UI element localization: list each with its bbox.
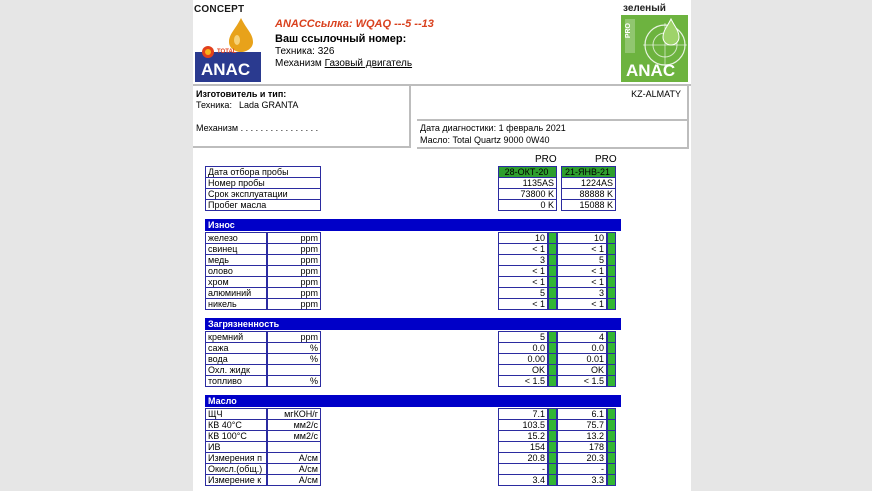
row-value-1: < 1 xyxy=(498,298,548,310)
manufacturer-panel xyxy=(193,86,411,148)
ref-number-label: Ваш ссылочный номер: xyxy=(275,33,407,45)
row-unit: ppm xyxy=(267,254,321,266)
row-unit: ppm xyxy=(267,232,321,244)
row-value-1: < 1 xyxy=(498,243,548,255)
right-logo-text: ANAC xyxy=(626,61,676,80)
row-value-2: OK xyxy=(557,364,607,376)
row-value-1: < 1 xyxy=(498,276,548,288)
row-value-2: 10 xyxy=(557,232,607,244)
row-label: алюминий xyxy=(205,287,267,299)
section-header: Износ xyxy=(205,219,621,231)
row-value-2: 0.01 xyxy=(557,353,607,365)
sample-value-2: 15088 K xyxy=(561,199,616,211)
row-label: КВ 40°C xyxy=(205,419,267,431)
row-unit: ppm xyxy=(267,265,321,277)
reference-line: ANACCсылка: WQAQ ---5 --13 xyxy=(275,18,434,30)
row-value-2: 3 xyxy=(557,287,607,299)
row-value-1: 154 xyxy=(498,441,548,453)
left-logo-text: ANAC xyxy=(201,60,251,79)
sample-value-2: 1224AS xyxy=(561,177,616,189)
row-label: сажа xyxy=(205,342,267,354)
row-value-1: 5 xyxy=(498,331,548,343)
row-value-2: 13.2 xyxy=(557,430,607,442)
row-unit: ppm xyxy=(267,287,321,299)
row-label: кремний xyxy=(205,331,267,343)
row-unit: ppm xyxy=(267,298,321,310)
row-label: ИВ xyxy=(205,441,267,453)
row-unit: A/см xyxy=(267,452,321,464)
row-value-2: 4 xyxy=(557,331,607,343)
mechanism-label: Механизм xyxy=(275,58,322,69)
sample-label: Дата отбора пробы xyxy=(205,166,321,178)
report-page xyxy=(193,0,691,491)
row-label: Измерение к xyxy=(205,474,267,486)
row-value-2: 75.7 xyxy=(557,419,607,431)
mechanism-link[interactable]: Газовый двигатель xyxy=(324,58,413,69)
row-label: Охл. жидк xyxy=(205,364,267,376)
concept-label: CONCEPT xyxy=(194,4,245,15)
row-value-1: 0.0 xyxy=(498,342,548,354)
row-label: медь xyxy=(205,254,267,266)
section-header: Масло xyxy=(205,395,621,407)
row-value-2: < 1 xyxy=(557,265,607,277)
row-unit: ppm xyxy=(267,331,321,343)
row-value-1: 10 xyxy=(498,232,548,244)
sample-value-1: 28-ОКТ-20 xyxy=(498,166,557,178)
row-unit: % xyxy=(267,353,321,365)
sample-value-1: 1135AS xyxy=(498,177,557,189)
column-header-1: PRO xyxy=(535,154,557,165)
anac-total-logo xyxy=(195,16,261,82)
mechanism-line xyxy=(275,58,412,69)
right-logo-sub: PRO xyxy=(625,23,632,39)
row-value-2: 178 xyxy=(557,441,607,453)
sample-label: Пробег масла xyxy=(205,199,321,211)
row-unit: % xyxy=(267,342,321,354)
left-logo-sub: TOTAL xyxy=(217,49,237,55)
row-unit: мм2/с xyxy=(267,430,321,442)
row-value-2: 6.1 xyxy=(557,408,607,420)
row-unit: A/см xyxy=(267,474,321,486)
location-panel xyxy=(417,86,689,121)
row-label: свинец xyxy=(205,243,267,255)
technique-label: Техника: xyxy=(196,100,232,110)
row-label: Окисл.(общ.) xyxy=(205,463,267,475)
sample-value-2: 88888 K xyxy=(561,188,616,200)
row-value-1: 20.8 xyxy=(498,452,548,464)
row-value-2: < 1 xyxy=(557,243,607,255)
row-value-1: 0.00 xyxy=(498,353,548,365)
row-value-2: 3.3 xyxy=(557,474,607,486)
row-label: олово xyxy=(205,265,267,277)
row-unit: A/см xyxy=(267,463,321,475)
mechanism-dots: Механизм . . . . . . . . . . . . . . . . xyxy=(196,123,319,133)
row-value-2: - xyxy=(557,463,607,475)
sample-label: Срок эксплуатации xyxy=(205,188,321,200)
row-value-2: 0.0 xyxy=(557,342,607,354)
anac-pro-logo xyxy=(621,15,688,82)
row-label: Измерения п xyxy=(205,452,267,464)
status-ok-indicator xyxy=(607,375,616,387)
section-header: Загрязненность xyxy=(205,318,621,330)
row-value-1: < 1.5 xyxy=(498,375,548,387)
row-label: никель xyxy=(205,298,267,310)
row-label: вода xyxy=(205,353,267,365)
row-value-1: 5 xyxy=(498,287,548,299)
row-unit: ppm xyxy=(267,243,321,255)
technique-number: Техника: 326 xyxy=(275,46,335,57)
row-value-2: < 1 xyxy=(557,298,607,310)
row-value-1: 3 xyxy=(498,254,548,266)
diagnostics-panel xyxy=(417,121,689,149)
status-ok-indicator xyxy=(548,375,557,387)
status-ok-indicator xyxy=(607,298,616,310)
row-value-1: OK xyxy=(498,364,548,376)
row-value-2: < 1.5 xyxy=(557,375,607,387)
location: KZ-ALMATY xyxy=(631,89,681,99)
manufacturer-title: Изготовитель и тип: xyxy=(196,89,287,99)
sample-value-1: 73800 K xyxy=(498,188,557,200)
status-ok-indicator xyxy=(548,474,557,486)
diagnostics-date: Дата диагностики: 1 февраль 2021 xyxy=(420,123,566,133)
row-label: хром xyxy=(205,276,267,288)
row-value-1: 103.5 xyxy=(498,419,548,431)
row-label: топливо xyxy=(205,375,267,387)
status-ok-indicator xyxy=(607,474,616,486)
sample-value-2: 21-ЯНВ-21 xyxy=(561,166,616,178)
status-ok-indicator xyxy=(548,298,557,310)
row-value-1: < 1 xyxy=(498,265,548,277)
row-value-1: 3.4 xyxy=(498,474,548,486)
row-unit: мгКОН/г xyxy=(267,408,321,420)
row-unit: мм2/с xyxy=(267,419,321,431)
row-value-1: 7.1 xyxy=(498,408,548,420)
sample-value-1: 0 K xyxy=(498,199,557,211)
row-label: КВ 100°C xyxy=(205,430,267,442)
row-label: железо xyxy=(205,232,267,244)
row-value-2: < 1 xyxy=(557,276,607,288)
technique-value: Lada GRANTA xyxy=(239,100,299,110)
oil-name: Масло: Total Quartz 9000 0W40 xyxy=(420,135,550,145)
row-value-2: 5 xyxy=(557,254,607,266)
row-value-2: 20.3 xyxy=(557,452,607,464)
row-value-1: - xyxy=(498,463,548,475)
column-header-2: PRO xyxy=(595,154,617,165)
row-label: ЩЧ xyxy=(205,408,267,420)
row-unit: % xyxy=(267,375,321,387)
green-label: зеленый xyxy=(623,3,666,14)
row-value-1: 15.2 xyxy=(498,430,548,442)
sample-label: Номер пробы xyxy=(205,177,321,189)
row-unit: ppm xyxy=(267,276,321,288)
